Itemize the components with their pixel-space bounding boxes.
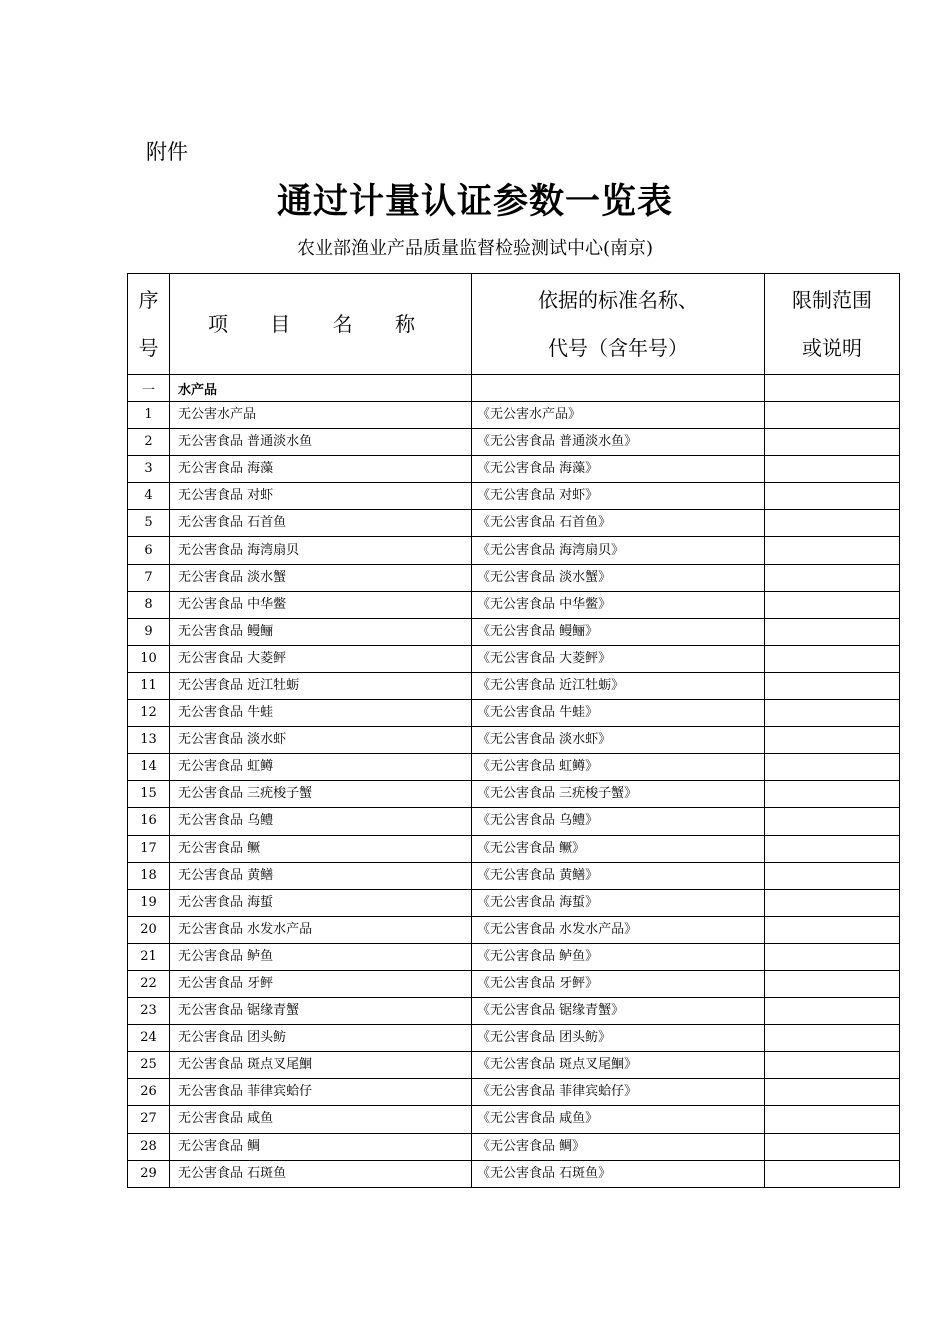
row-standard: 《无公害食品 鲈鱼》: [472, 943, 765, 970]
table-row: [128, 1025, 900, 1052]
row-name: 无公害食品 虹鳟: [170, 754, 472, 781]
header-name-label: 项 目 名 称: [207, 312, 434, 336]
row-no: 9: [128, 618, 170, 645]
row-standard: 《无公害食品 对虾》: [472, 483, 765, 510]
attachment-label: 附件: [146, 140, 188, 164]
row-name: 无公害食品 大菱鲆: [170, 645, 472, 672]
row-standard: 《无公害食品 中华鳖》: [472, 591, 765, 618]
row-no: 17: [128, 835, 170, 862]
row-no: 27: [128, 1106, 170, 1133]
row-note: [765, 808, 900, 835]
header-name: [170, 274, 472, 375]
row-no: 19: [128, 889, 170, 916]
row-note: [765, 998, 900, 1025]
row-standard: 《无公害食品 牙鲆》: [472, 970, 765, 997]
row-name: 无公害食品 水发水产品: [170, 916, 472, 943]
parameter-table: [127, 273, 900, 1188]
row-standard: 《无公害食品 菲律宾蛤仔》: [472, 1079, 765, 1106]
row-name: 无公害食品 鳜: [170, 835, 472, 862]
row-name: 无公害食品 鲷: [170, 1133, 472, 1160]
row-no: 24: [128, 1025, 170, 1052]
table-row: [128, 889, 900, 916]
row-note: [765, 889, 900, 916]
row-note: [765, 916, 900, 943]
table-row: [128, 835, 900, 862]
row-standard: 《无公害食品 团头鲂》: [472, 1025, 765, 1052]
row-note: [765, 564, 900, 591]
row-name: 无公害食品 菲律宾蛤仔: [170, 1079, 472, 1106]
table-row: [128, 645, 900, 672]
row-no: 22: [128, 970, 170, 997]
row-note: [765, 727, 900, 754]
table-row: [128, 429, 900, 456]
row-note: [765, 1079, 900, 1106]
row-note: [765, 1106, 900, 1133]
row-note: [765, 1025, 900, 1052]
table-row: [128, 1160, 900, 1187]
row-note: [765, 618, 900, 645]
row-note: [765, 1133, 900, 1160]
row-standard: 《无公害食品 乌鳢》: [472, 808, 765, 835]
row-no: 1: [128, 402, 170, 429]
row-standard: 《无公害食品 虹鳟》: [472, 754, 765, 781]
table-row: [128, 510, 900, 537]
row-name: 无公害食品 海藻: [170, 456, 472, 483]
row-no: 23: [128, 998, 170, 1025]
table-row: [128, 672, 900, 699]
row-standard: 《无公害食品 大菱鲆》: [472, 645, 765, 672]
table-row: [128, 591, 900, 618]
row-no: 8: [128, 591, 170, 618]
row-no: 25: [128, 1052, 170, 1079]
row-standard: 《无公害水产品》: [472, 402, 765, 429]
row-standard: 《无公害食品 鲷》: [472, 1133, 765, 1160]
row-standard: 《无公害食品 石斑鱼》: [472, 1160, 765, 1187]
row-standard: 《无公害食品 石首鱼》: [472, 510, 765, 537]
table-row: [128, 1052, 900, 1079]
row-no: 5: [128, 510, 170, 537]
table-row: [128, 781, 900, 808]
row-name: 无公害食品 中华鳖: [170, 591, 472, 618]
table-row: [128, 564, 900, 591]
header-note-line1: 限制范围: [792, 288, 872, 312]
row-name: 无公害食品 黄鳝: [170, 862, 472, 889]
row-standard: 《无公害食品 三疣梭子蟹》: [472, 781, 765, 808]
row-no: 20: [128, 916, 170, 943]
header-note-line2: 或说明: [802, 336, 862, 360]
section-standard: [472, 375, 765, 402]
row-note: [765, 835, 900, 862]
section-name: 水产品: [170, 375, 472, 402]
table-row: [128, 537, 900, 564]
row-standard: 《无公害食品 淡水虾》: [472, 727, 765, 754]
row-name: 无公害食品 淡水蟹: [170, 564, 472, 591]
table-row: [128, 1133, 900, 1160]
table-row: [128, 943, 900, 970]
section-no: 一: [128, 375, 170, 402]
row-standard: 《无公害食品 海湾扇贝》: [472, 537, 765, 564]
row-no: 18: [128, 862, 170, 889]
row-standard: 《无公害食品 海蜇》: [472, 889, 765, 916]
row-note: [765, 862, 900, 889]
row-name: 无公害食品 牛蛙: [170, 700, 472, 727]
row-standard: 《无公害食品 鳗鲡》: [472, 618, 765, 645]
row-note: [765, 1052, 900, 1079]
row-note: [765, 781, 900, 808]
table-row: [128, 483, 900, 510]
row-name: 无公害食品 乌鳢: [170, 808, 472, 835]
row-note: [765, 402, 900, 429]
row-standard: 《无公害食品 斑点叉尾鮰》: [472, 1052, 765, 1079]
row-standard: 《无公害食品 近江牡蛎》: [472, 672, 765, 699]
header-no: [128, 274, 170, 375]
row-name: 无公害食品 咸鱼: [170, 1106, 472, 1133]
row-standard: 《无公害食品 海藻》: [472, 456, 765, 483]
row-name: 无公害食品 近江牡蛎: [170, 672, 472, 699]
row-name: 无公害食品 鲈鱼: [170, 943, 472, 970]
table-row: [128, 402, 900, 429]
row-no: 14: [128, 754, 170, 781]
row-no: 15: [128, 781, 170, 808]
row-name: 无公害食品 锯缘青蟹: [170, 998, 472, 1025]
row-no: 2: [128, 429, 170, 456]
row-standard: 《无公害食品 普通淡水鱼》: [472, 429, 765, 456]
row-note: [765, 483, 900, 510]
table-row: [128, 808, 900, 835]
table-row: [128, 700, 900, 727]
row-name: 无公害食品 海蜇: [170, 889, 472, 916]
table-row: [128, 456, 900, 483]
page-subtitle: 农业部渔业产品质量监督检验测试中心(南京): [296, 238, 654, 259]
row-note: [765, 672, 900, 699]
row-name: 无公害食品 斑点叉尾鮰: [170, 1052, 472, 1079]
row-no: 7: [128, 564, 170, 591]
row-note: [765, 429, 900, 456]
section-note: [765, 375, 900, 402]
row-no: 12: [128, 700, 170, 727]
table-row: [128, 1106, 900, 1133]
page-title: 通过计量认证参数一览表: [276, 182, 673, 222]
row-no: 3: [128, 456, 170, 483]
row-no: 4: [128, 483, 170, 510]
row-note: [765, 943, 900, 970]
row-note: [765, 754, 900, 781]
header-standard-line2: 代号（含年号）: [548, 336, 688, 360]
header-standard-line1: 依据的标准名称、: [538, 288, 698, 312]
row-name: 无公害食品 海湾扇贝: [170, 537, 472, 564]
row-standard: 《无公害食品 牛蛙》: [472, 700, 765, 727]
row-note: [765, 1160, 900, 1187]
row-note: [765, 510, 900, 537]
row-name: 无公害食品 鳗鲡: [170, 618, 472, 645]
row-name: 无公害食品 石斑鱼: [170, 1160, 472, 1187]
row-name: 无公害食品 三疣梭子蟹: [170, 781, 472, 808]
table-row: [128, 862, 900, 889]
row-standard: 《无公害食品 黄鳝》: [472, 862, 765, 889]
row-no: 28: [128, 1133, 170, 1160]
row-note: [765, 591, 900, 618]
row-no: 26: [128, 1079, 170, 1106]
row-name: 无公害食品 对虾: [170, 483, 472, 510]
header-no-line2: 号: [138, 336, 159, 360]
header-no-line1: 序: [138, 288, 159, 312]
row-note: [765, 537, 900, 564]
row-no: 16: [128, 808, 170, 835]
row-name: 无公害食品 石首鱼: [170, 510, 472, 537]
table-row: [128, 618, 900, 645]
row-standard: 《无公害食品 水发水产品》: [472, 916, 765, 943]
row-no: 6: [128, 537, 170, 564]
row-note: [765, 645, 900, 672]
row-name: 无公害食品 普通淡水鱼: [170, 429, 472, 456]
section-row: [128, 375, 900, 402]
table-row: [128, 970, 900, 997]
row-note: [765, 700, 900, 727]
row-name: 无公害食品 淡水虾: [170, 727, 472, 754]
table-header-row: [128, 274, 900, 375]
table-row: [128, 916, 900, 943]
row-name: 无公害食品 牙鲆: [170, 970, 472, 997]
row-name: 无公害食品 团头鲂: [170, 1025, 472, 1052]
header-standard: [472, 274, 765, 375]
row-note: [765, 970, 900, 997]
table-row: [128, 998, 900, 1025]
table-row: [128, 727, 900, 754]
row-standard: 《无公害食品 鳜》: [472, 835, 765, 862]
row-no: 29: [128, 1160, 170, 1187]
header-note: [765, 274, 900, 375]
row-standard: 《无公害食品 淡水蟹》: [472, 564, 765, 591]
row-standard: 《无公害食品 咸鱼》: [472, 1106, 765, 1133]
row-no: 10: [128, 645, 170, 672]
row-no: 11: [128, 672, 170, 699]
table-row: [128, 754, 900, 781]
row-note: [765, 456, 900, 483]
row-no: 21: [128, 943, 170, 970]
row-name: 无公害水产品: [170, 402, 472, 429]
row-no: 13: [128, 727, 170, 754]
row-standard: 《无公害食品 锯缘青蟹》: [472, 998, 765, 1025]
table-row: [128, 1079, 900, 1106]
